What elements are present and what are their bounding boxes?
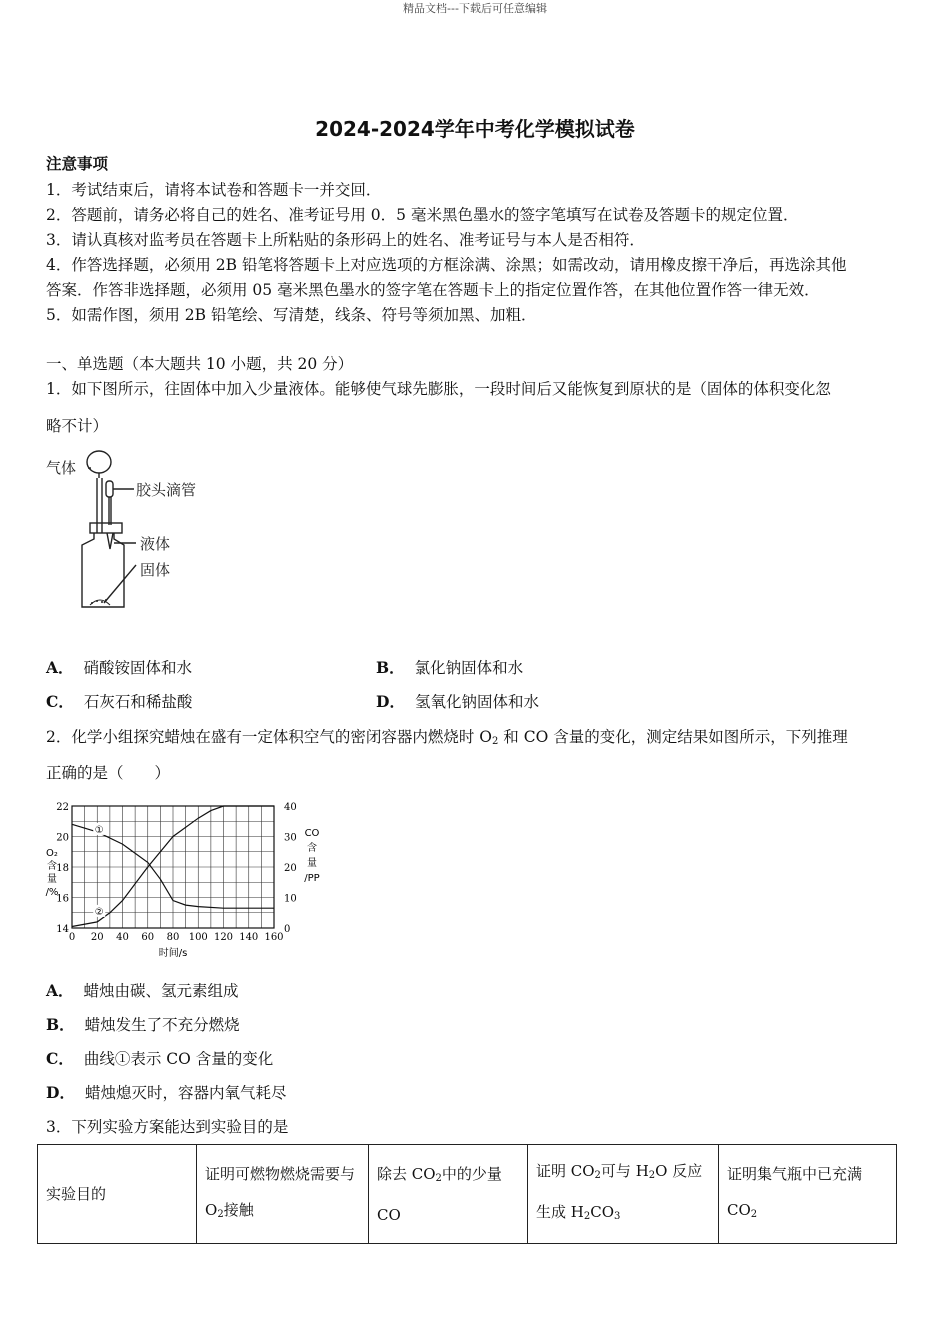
cell-text: 除去 CO — [377, 1164, 436, 1183]
y-right-axis-label: /PP — [304, 873, 320, 884]
q3-stem: 3．下列实验方案能达到实验目的是 — [46, 1118, 289, 1136]
cell-sub: 2 — [217, 1208, 224, 1220]
q2-option-b[interactable] — [46, 1013, 240, 1035]
cell-sub: 2 — [583, 1211, 591, 1222]
q1-option-b[interactable] — [376, 656, 523, 678]
option-text: 氢氧化钠固体和水 — [414, 693, 539, 711]
option-text: 蜡烛熄灭时，容器内氧气耗尽 — [84, 1084, 287, 1102]
cell-text: 证明 CO — [536, 1162, 595, 1180]
x-tick-label: 100 — [188, 932, 208, 943]
notice-item: 1．考试结束后，请将本试卷和答题卡一并交回． — [46, 181, 382, 199]
cell-text: 接触 — [223, 1200, 254, 1219]
option-label: B． — [46, 1015, 75, 1034]
cell-text: 证明集气瓶中已充满 CO — [727, 1164, 863, 1219]
y-right-axis-label: 量 — [307, 858, 317, 869]
y-left-axis-label: O₂ — [46, 848, 58, 859]
option-label: D． — [46, 1083, 75, 1102]
option-label: A． — [46, 658, 74, 677]
y-left-tick-label: 14 — [56, 924, 69, 935]
y-right-tick-label: 30 — [284, 832, 297, 844]
bottle-shape — [82, 533, 124, 607]
q1-stem-line1: 1．如下图所示，往固体中加入少量液体。能够使气球先膨胀，一段时间后又能恢复到原状的是（固体的体积变化忽 — [46, 380, 831, 398]
notice-heading: 注意事项 — [46, 154, 109, 173]
y-left-tick-label: 20 — [56, 832, 69, 844]
x-tick-label: 0 — [68, 932, 76, 943]
option-text: 曲线①表示 CO 含量的变化 — [83, 1050, 274, 1068]
y-left-axis-label: /% — [45, 887, 59, 898]
q1-option-a[interactable] — [46, 656, 192, 678]
y-right-tick-label: 10 — [284, 893, 297, 905]
q2-stem-line1 — [46, 725, 848, 747]
notice-item: 5．如需作图，须用 2B 铅笔绘、写清楚，线条、符号等须加黑、加粗． — [46, 306, 537, 324]
balloon-shape — [87, 451, 111, 473]
option-text: 石灰石和稀盐酸 — [83, 693, 193, 711]
q2-stem-part: 和 CO 含量的变化，测定结果如图所示，下列推理 — [498, 728, 848, 746]
q1-option-c[interactable] — [46, 690, 192, 712]
q1-stem-line2: 略不计） — [46, 417, 109, 435]
x-tick-label: 120 — [213, 932, 234, 943]
y-left-axis-label: 量 — [47, 874, 57, 885]
page-watermark: 精品文档---下载后可任意编辑 — [403, 2, 547, 15]
label-dropper: 胶头滴管 — [136, 481, 197, 499]
q2-option-c[interactable] — [46, 1047, 273, 1069]
q1-option-d[interactable] — [376, 690, 539, 712]
cell-sub: 2 — [594, 1170, 601, 1181]
option-label: D． — [376, 692, 405, 711]
x-tick-label: 60 — [141, 932, 155, 943]
q2-option-d[interactable] — [46, 1081, 286, 1103]
cell-text: 证明可燃物燃烧需要与 O — [205, 1164, 356, 1219]
notice-item: 3．请认真核对监考员在答题卡上所粘贴的条形码上的姓名、准考证号与本人是否相符． — [46, 231, 645, 249]
x-tick-label: 80 — [166, 932, 180, 943]
q2-stem-line2: 正确的是（ ） — [46, 764, 171, 782]
y-right-axis-label: 含 — [307, 843, 317, 854]
y-right-tick-label: 40 — [284, 802, 297, 813]
stopper-shape — [90, 523, 122, 533]
cell-text: CO — [590, 1203, 615, 1221]
cell-sub: 2 — [750, 1208, 758, 1220]
q2-stem-sub: 2 — [492, 736, 499, 747]
x-tick-label: 160 — [264, 932, 284, 943]
section-heading: 一、单选题（本大题共 10 小题，共 20 分） — [46, 355, 354, 373]
q2-option-a[interactable] — [46, 979, 239, 1001]
y-left-axis-label: 含 — [47, 861, 57, 872]
table-row — [38, 1145, 897, 1244]
option-label: A． — [46, 981, 74, 1000]
table-cell — [719, 1145, 897, 1244]
table-cell — [197, 1145, 369, 1244]
y-left-tick-label: 22 — [56, 802, 69, 813]
option-text: 蜡烛发生了不充分燃烧 — [84, 1016, 240, 1034]
cell-sub: 2 — [648, 1170, 656, 1181]
y-left-tick-label: 16 — [56, 893, 69, 905]
notice-item: 答案．作答非选择题，必须用 05 毫米黑色墨水的签字笔在答题卡上的指定位置作答，在其他位置作答一律无效． — [46, 281, 820, 299]
cell-text: O 反应生成 H — [536, 1162, 703, 1221]
label-gas: 气体 — [46, 459, 77, 477]
table-cell — [369, 1145, 528, 1244]
q1-apparatus-figure — [44, 445, 219, 615]
notice-item: 4．作答选择题，必须用 2B 铅笔将答题卡上对应选项的方框涂满、涂黑；如需改动，请用橡皮擦干净后，再选涂其他 — [46, 256, 847, 274]
option-label: C． — [46, 692, 74, 711]
table-row-header: 实验目的 — [38, 1145, 197, 1244]
cell-text: 中的少量 CO — [377, 1164, 502, 1224]
series-label: ② — [94, 906, 104, 918]
q3-table — [37, 1144, 897, 1244]
option-text: 蜡烛由碳、氢元素组成 — [83, 982, 239, 1000]
page-title: 2024-2024学年中考化学模拟试卷 — [315, 117, 635, 141]
option-text: 硝酸铵固体和水 — [83, 659, 193, 677]
x-tick-label: 140 — [239, 932, 259, 943]
y-right-axis-label: CO — [304, 828, 320, 839]
label-solid: 固体 — [140, 561, 171, 579]
y-right-tick-label: 0 — [284, 924, 291, 935]
option-label: B． — [376, 658, 405, 677]
x-tick-label: 40 — [116, 932, 129, 943]
x-axis-label: 时间/s — [158, 948, 188, 959]
series-label: ① — [94, 824, 104, 836]
y-left-tick-label: 18 — [56, 863, 69, 874]
y-right-tick-label: 20 — [284, 863, 297, 874]
option-label: C． — [46, 1049, 74, 1068]
cell-text: 可与 H — [600, 1162, 649, 1180]
q2-chart — [42, 792, 332, 967]
cell-sub: 3 — [614, 1211, 621, 1222]
x-tick-label: 20 — [90, 932, 104, 943]
option-text: 氯化钠固体和水 — [414, 659, 524, 677]
label-liquid: 液体 — [140, 535, 171, 553]
notice-item: 2．答题前，请务必将自己的姓名、准考证号用 0．5 毫米黑色墨水的签字笔填写在试卷及答题卡的规定位置． — [46, 206, 799, 224]
table-cell — [528, 1145, 719, 1244]
cell-sub: 2 — [435, 1172, 442, 1184]
q2-stem-part: 2．化学小组探究蜡烛在盛有一定体积空气的密闭容器内燃烧时 O — [46, 728, 492, 746]
